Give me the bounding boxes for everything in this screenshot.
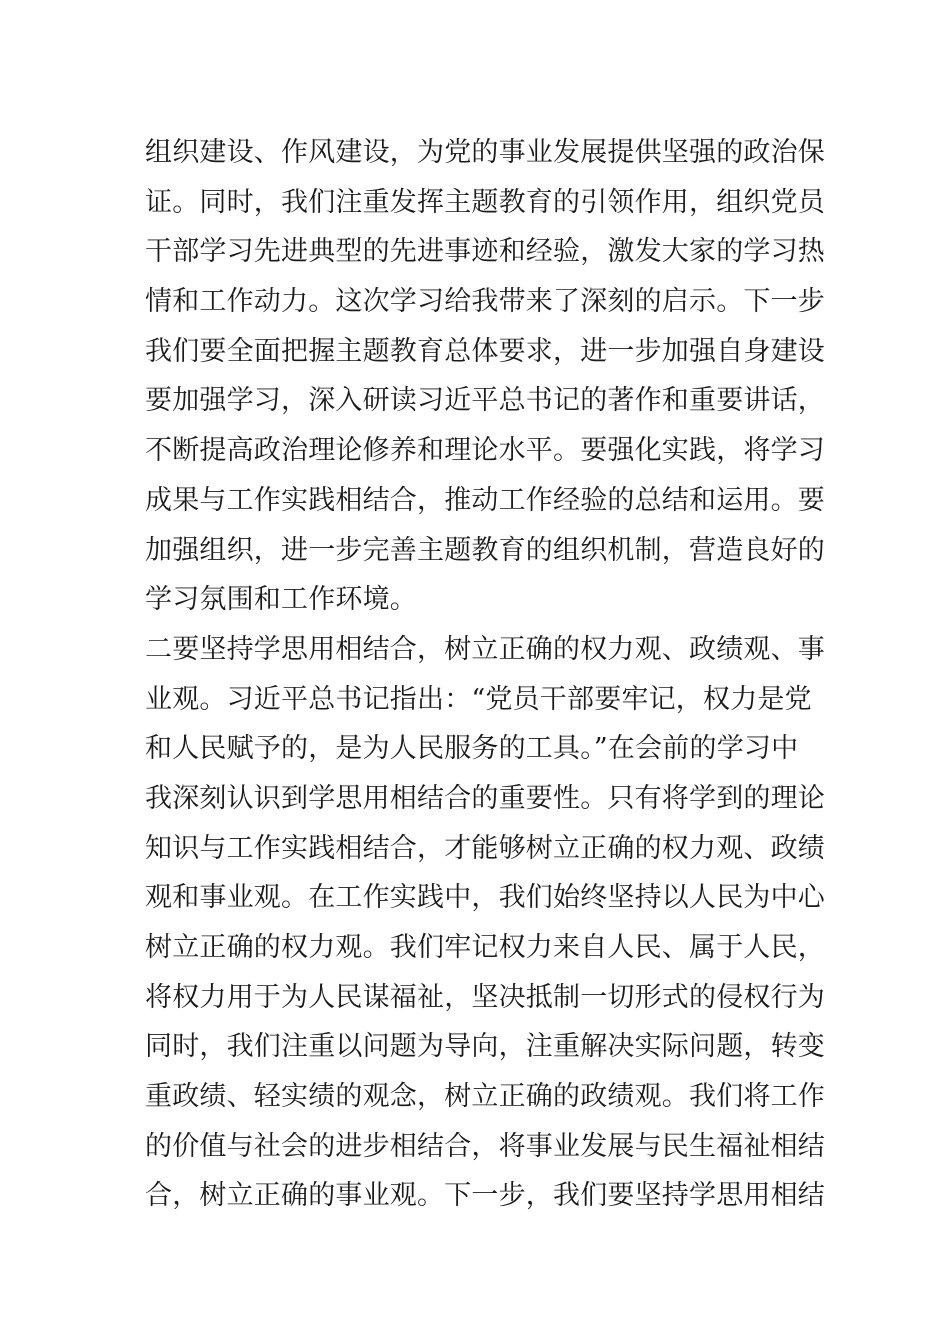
text-line: 组织建设、作风建设，为党的事业发展提供坚强的政治保 — [145, 137, 825, 168]
text-line: 情和工作动力。这次学习给我带来了深刻的启示。下一步 — [145, 286, 825, 318]
text-line: 和人民赋予的，是为人民服务的工具。”在会前的学习中 — [145, 733, 799, 765]
text-line: 成果与工作实践相结合，推动工作经验的总结和运用。要 — [145, 484, 825, 516]
body-text — [145, 128, 825, 1221]
text-line: 证。同时，我们注重发挥主题教育的引领作用，组织党员 — [145, 186, 825, 218]
text-line: 不断提高政治理论修养和理论水平。要强化实践，将学习 — [145, 435, 825, 467]
text-line: 要加强学习，深入研读习近平总书记的著作和重要讲话， — [145, 385, 825, 417]
text-line: 学习氛围和工作环境。 — [145, 584, 417, 616]
text-line: 观和事业观。在工作实践中，我们始终坚持以人民为中心 — [145, 882, 825, 914]
text-line: 业观。习近平总书记指出：“党员干部要牢记，权力是党 — [145, 683, 812, 715]
text-line: 将权力用于为人民谋福祉，坚决抵制一切形式的侵权行为 — [145, 981, 825, 1013]
text-line: 干部学习先进典型的先进事迹和经验，激发大家的学习热 — [145, 236, 825, 268]
text-line: 二要坚持学思用相结合，树立正确的权力观、政绩观、事 — [145, 633, 825, 665]
text-line: 重政绩、轻实绩的观念，树立正确的政绩观。我们将工作 — [145, 1081, 825, 1113]
text-line: 我深刻认识到学思用相结合的重要性。只有将学到的理论 — [145, 782, 825, 814]
text-line: 树立正确的权力观。我们牢记权力来自人民、属于人民， — [145, 932, 825, 963]
text-line: 的价值与社会的进步相结合，将事业发展与民生福祉相结 — [145, 1130, 825, 1162]
text-line: 加强组织，进一步完善主题教育的组织机制，营造良好的 — [145, 534, 825, 566]
text-line: 我们要全面把握主题教育总体要求，进一步加强自身建设 — [145, 335, 825, 367]
text-line: 知识与工作实践相结合，才能够树立正确的权力观、政绩 — [145, 832, 825, 864]
text-line: 合，树立正确的事业观。下一步，我们要坚持学思用相结 — [145, 1180, 825, 1212]
text-line: 同时，我们注重以问题为导向，注重解决实际问题，转变 — [145, 1031, 825, 1063]
